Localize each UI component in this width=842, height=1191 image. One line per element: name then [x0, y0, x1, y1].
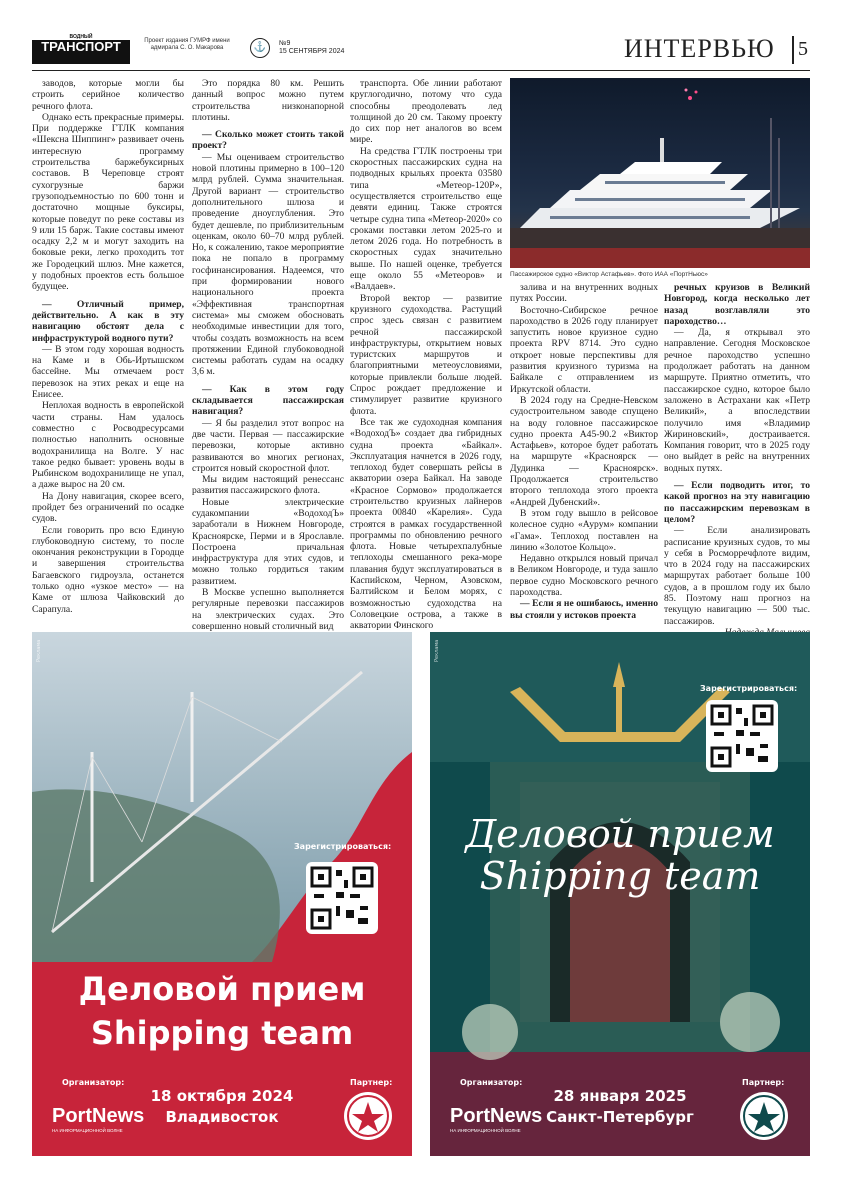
ship-illustration: [510, 78, 810, 268]
article-paragraph: заводов, которые могли бы строить серийное количество речного флота.: [32, 78, 184, 112]
divider: [792, 36, 794, 64]
article-paragraph: Если говорить про всю Единую глубоководную систему, то после окончания реконструкции в Городце и завершения строительства Багаевского гидроузла, останется только одно «узкое место» — на Каме от шлюза Чайковский до Сарапула.: [32, 524, 184, 615]
issue-number: №9: [279, 40, 291, 47]
article-column-2: [192, 78, 344, 632]
portnews-logo: PortNews: [52, 1105, 145, 1127]
publisher-note: Проект издания ГУМРФ имени адмирала С. О. Макарова: [144, 38, 230, 51]
issue-info: [279, 40, 344, 56]
interview-question: — Отличный пример, действительно. А как в эту навигацию обстоят дела с инфраструктурой водного пути?: [32, 298, 184, 344]
ad-left-title-1: Деловой прием: [78, 970, 366, 1008]
article-paragraph: Восточно-Сибирское речное пароходство в 2026 году планирует запустить новое круизное судно проекта RPV 8714. Это судно откроет новые перспективы для развития круизного туризма на Байкале с отправлением из Иркутской области.: [510, 304, 658, 395]
ad-right-qr-code[interactable]: [706, 700, 778, 772]
interview-question: — Если я не ошибаюсь, именно вы стояли у истоков проекта: [510, 598, 658, 621]
article-column-5: [664, 282, 810, 638]
page-number: 5: [798, 38, 809, 60]
article-paragraph: — Да, я открывал это направление. Сегодня Московское речное пароходство успешно продолжает работать на данном маршруте. Приятно отметить, что пассажирское судно, которое было заложено в Астрахани как «Петр Великий», а впоследствии получило имя «Владимир Жириновский», достраивается. Компания говорит, что в 2025 году оно выйдет в рейс на внутренних водных путях.: [664, 327, 810, 474]
ad-right-city: Санкт-Петербург: [546, 1108, 694, 1126]
article-paragraph: На средства ГТЛК построены три скоростных пассажирских судна на подводных крыльях проекта 03580 типа «Метеор-120Р», осуществляется строительство еще девяти единиц. Также строятся четыре судна типа «Метеор-2020» со сроками поставки летом 2025-го и летом 2026 года. Но потребность в скоростных судах значительно выше. По нашей оценке, требуется еще около 55 «Метеоров» и «Валдаев».: [350, 145, 502, 293]
ad-left-title-2: Shipping team: [90, 1014, 354, 1052]
qr-code-icon: [306, 862, 378, 934]
article-paragraph: Мы видим настоящий ренессанс развития пассажирского флота.: [192, 474, 344, 497]
article-paragraph: В этом году вышло в рейсовое колесное судно «Аурум» компании «Гама». Теплоход поставлен на линию «Золотое Кольцо».: [510, 507, 658, 553]
article-paragraph: — Я бы разделил этот вопрос на две части. Первая — пассажирские перевозки, которые активно развиваются во многих регионах, строится новый скоростной флот.: [192, 417, 344, 474]
section-title: ИНТЕРВЬЮ: [624, 34, 775, 63]
article-paragraph: В 2024 году на Средне-Невском судостроительном заводе спущено на воду головное пассажирское судно проекта А45-90.2 «Виктор Астафьев», которое будет работать на маршруте «Красноярск — Дудинка — Красноярск». Продолжается строительство второго теплохода этого проекта «Андрей Дубенский».: [510, 394, 658, 508]
portnews-tagline: НА ИНФОРМАЦИОННОЙ ВОЛНЕ: [450, 1128, 521, 1133]
section-heading: [624, 34, 809, 64]
ad-left-organizer-label: Организатор:: [62, 1078, 125, 1087]
article-paragraph: транспорта. Обе линии работают круглогодично, потому что суда способны преодолевать лед толщиной до 20 см. Такому проекту до сих пор нет аналогов во всем мире.: [350, 78, 502, 146]
article-paragraph: — В этом году хорошая водность на Каме и в Обь-Иртышском бассейне. Мы отмечаем рост перевозок на этих реках и еще на Енисее.: [32, 343, 184, 401]
qr-code-icon: [706, 700, 778, 772]
photo-caption: Пассажирское судно «Виктор Астафьев». Фото ИАА «ПортНьюс»: [510, 271, 708, 278]
ad-right-title-1: Деловой прием: [465, 812, 775, 856]
article-paragraph: Недавно открылся новый причал в Великом Новгороде, и туда зашло первое судно Московского речного пароходства.: [510, 553, 658, 599]
interview-question: речных круизов в Великий Новгород, когда несколько лет назад возглавляли это пароходство…: [664, 282, 810, 327]
ad-right-register-label: Зарегистрироваться:: [700, 684, 798, 693]
article-column-3: [350, 78, 502, 632]
newspaper-logo: ВОДНЫЙ ТРАНСПОРТ: [32, 34, 130, 64]
partner-emblem-icon: [740, 1092, 788, 1140]
issue-date: 15 СЕНТЯБРЯ 2024: [279, 48, 345, 55]
ad-right-title-2: Shipping team: [479, 854, 761, 898]
ad-left-register-label: Зарегистрироваться:: [294, 842, 392, 851]
ad-left-label: Реклама: [36, 639, 42, 662]
ad-left: [32, 632, 412, 1156]
article-paragraph: Это порядка 80 км. Решить данный вопрос можно путем строительства низконапорной плотины.: [192, 78, 344, 123]
article-paragraph: Неплохая водность в европейской части страны. Нам удалось совместно с Росводресурсами полностью наполнить основные водохранилища на Волге. У нас такое редко бывает: уровень воды в Рыбинском водохранилище не упал, а даже вырос на 20 см.: [32, 400, 184, 491]
header-rule: [32, 70, 810, 71]
ship-photo: [510, 78, 810, 268]
ad-right-label: Реклама: [434, 639, 440, 662]
ad-right-organizer-label: Организатор:: [460, 1078, 523, 1087]
article-paragraph: Однако есть прекрасные примеры. При поддержке ГТЛК компания «Шексна Шиппинг» развивает очень интересную программу строительства баржебуксирных составов. В Череповце строят сухогрузные баржи грузоподъемностью по 600 тонн и достаточно мощные буксиры, которые поведут по реке составы из 9 или 15 барж. Такие составы имеют осадку 2,2 м и могут заходить на боковые реки, легко проходить тот же Городецкий шлюз. Мне кажется, у подобных проектов есть большое будущее.: [32, 111, 184, 293]
ad-right-date: 28 января 2025: [553, 1087, 687, 1105]
article-paragraph: Новые электрические судакомпании «ВодоходЪ» заработали в Нижнем Новгороде, Красноярске, Перми и в Ярославле. Построена причальная инфраструктура для этих судов, и можно только гордиться таким развитием.: [192, 496, 344, 587]
partner-emblem-graphic: [344, 1092, 392, 1140]
partner-emblem-graphic: [740, 1092, 788, 1140]
interview-question: — Как в этом году складывается пассажирская навигация?: [192, 383, 344, 418]
ad-right: [430, 632, 810, 1156]
article-paragraph: В Москве успешно выполняется регулярные перевозки пассажиров на электрических судах. Это совершенно новый столичный вид: [192, 587, 344, 632]
ad-right-partner-label: Партнер:: [742, 1078, 785, 1087]
page-header: [32, 34, 810, 68]
ad-left-date: 18 октября 2024: [150, 1087, 294, 1105]
article-paragraph: — Если анализировать расписание круизных судов, то мы у себя в Росморречфлоте видим, что в 2024 году на пассажирских маршрутах работает больше 100 судов, а в прошлом году их было 85. Поэтому наш прогноз на текущую навигацию — 500 тыс. пассажиров.: [664, 525, 810, 627]
ad-left-qr-code[interactable]: [306, 862, 378, 934]
article-column-1: [32, 78, 184, 615]
article-column-4: [510, 282, 658, 621]
ad-left-city: Владивосток: [165, 1108, 279, 1126]
partner-emblem-icon: [344, 1092, 392, 1140]
portnews-logo: PortNews: [450, 1105, 543, 1127]
article-paragraph: — Мы оцениваем строительство новой плотины примерно в 100–120 млрд рублей. Сумма значительная. Другой вариант — строительство дополнительного шлюза и проведение дноуглубления. Это будет дешевле, по приблизительным оценкам, около 60–70 млрд рублей. Но, к сожалению, такое мероприятие пока не попало в программу госфинансирования. Надеемся, что при формировании нового национального проекта «Эффективная транспортная система» мы сможем обосновать необходимые инвестиции для того, чтобы создать возможность на всем протяжении Единой глубоководной системы работать судам на осадку 3,6 м.: [192, 151, 344, 378]
emblem-icon: ⚓: [250, 38, 270, 58]
ad-left-partner-label: Партнер:: [350, 1078, 393, 1087]
article-paragraph: На Дону навигация, скорее всего, пройдет без ограничений по осадке судов.: [32, 490, 184, 525]
interview-question: — Сколько может стоить такой проект?: [192, 129, 344, 152]
article-paragraph: Второй вектор — развитие круизного судоходства. Растущий спрос здесь связан с развитием речной пассажирской инфраструктуры, открытием новых туристских маршрутов и благоприятными метеоусловиями, которые привлекли больше людей. Спрос рождает предложение и стимулирует развитие круизного флота.: [350, 292, 502, 417]
article-paragraph: Все так же судоходная компания «ВодоходЪ» создает два гибридных судна проекта «Байкал». Эксплуатация начнется в 2026 году, теплоход будет совершать рейсы в акватории озера Байкал. На заводе «Красное Сормово» продолжается строительство круизных лайнеров проекта 00840 «Карелия». Суда строятся в рамках государственной программы по обновлению речного флота. Новые четырехпалубные теплоходы смешанного река-море плавания будут эксплуатироваться в Каспийском, Черном, Азовском, Балтийском и Белом морях, с возможностью судоходства на Соловецкие острова, а также в акватории Финского: [350, 416, 502, 632]
interview-question: — Если подводить итог, то какой прогноз на эту навигацию по пассажирским перевозкам в целом?: [664, 480, 810, 525]
article-paragraph: залива и на внутренних водных путях России.: [510, 282, 658, 305]
portnews-tagline: НА ИНФОРМАЦИОННОЙ ВОЛНЕ: [52, 1128, 123, 1133]
